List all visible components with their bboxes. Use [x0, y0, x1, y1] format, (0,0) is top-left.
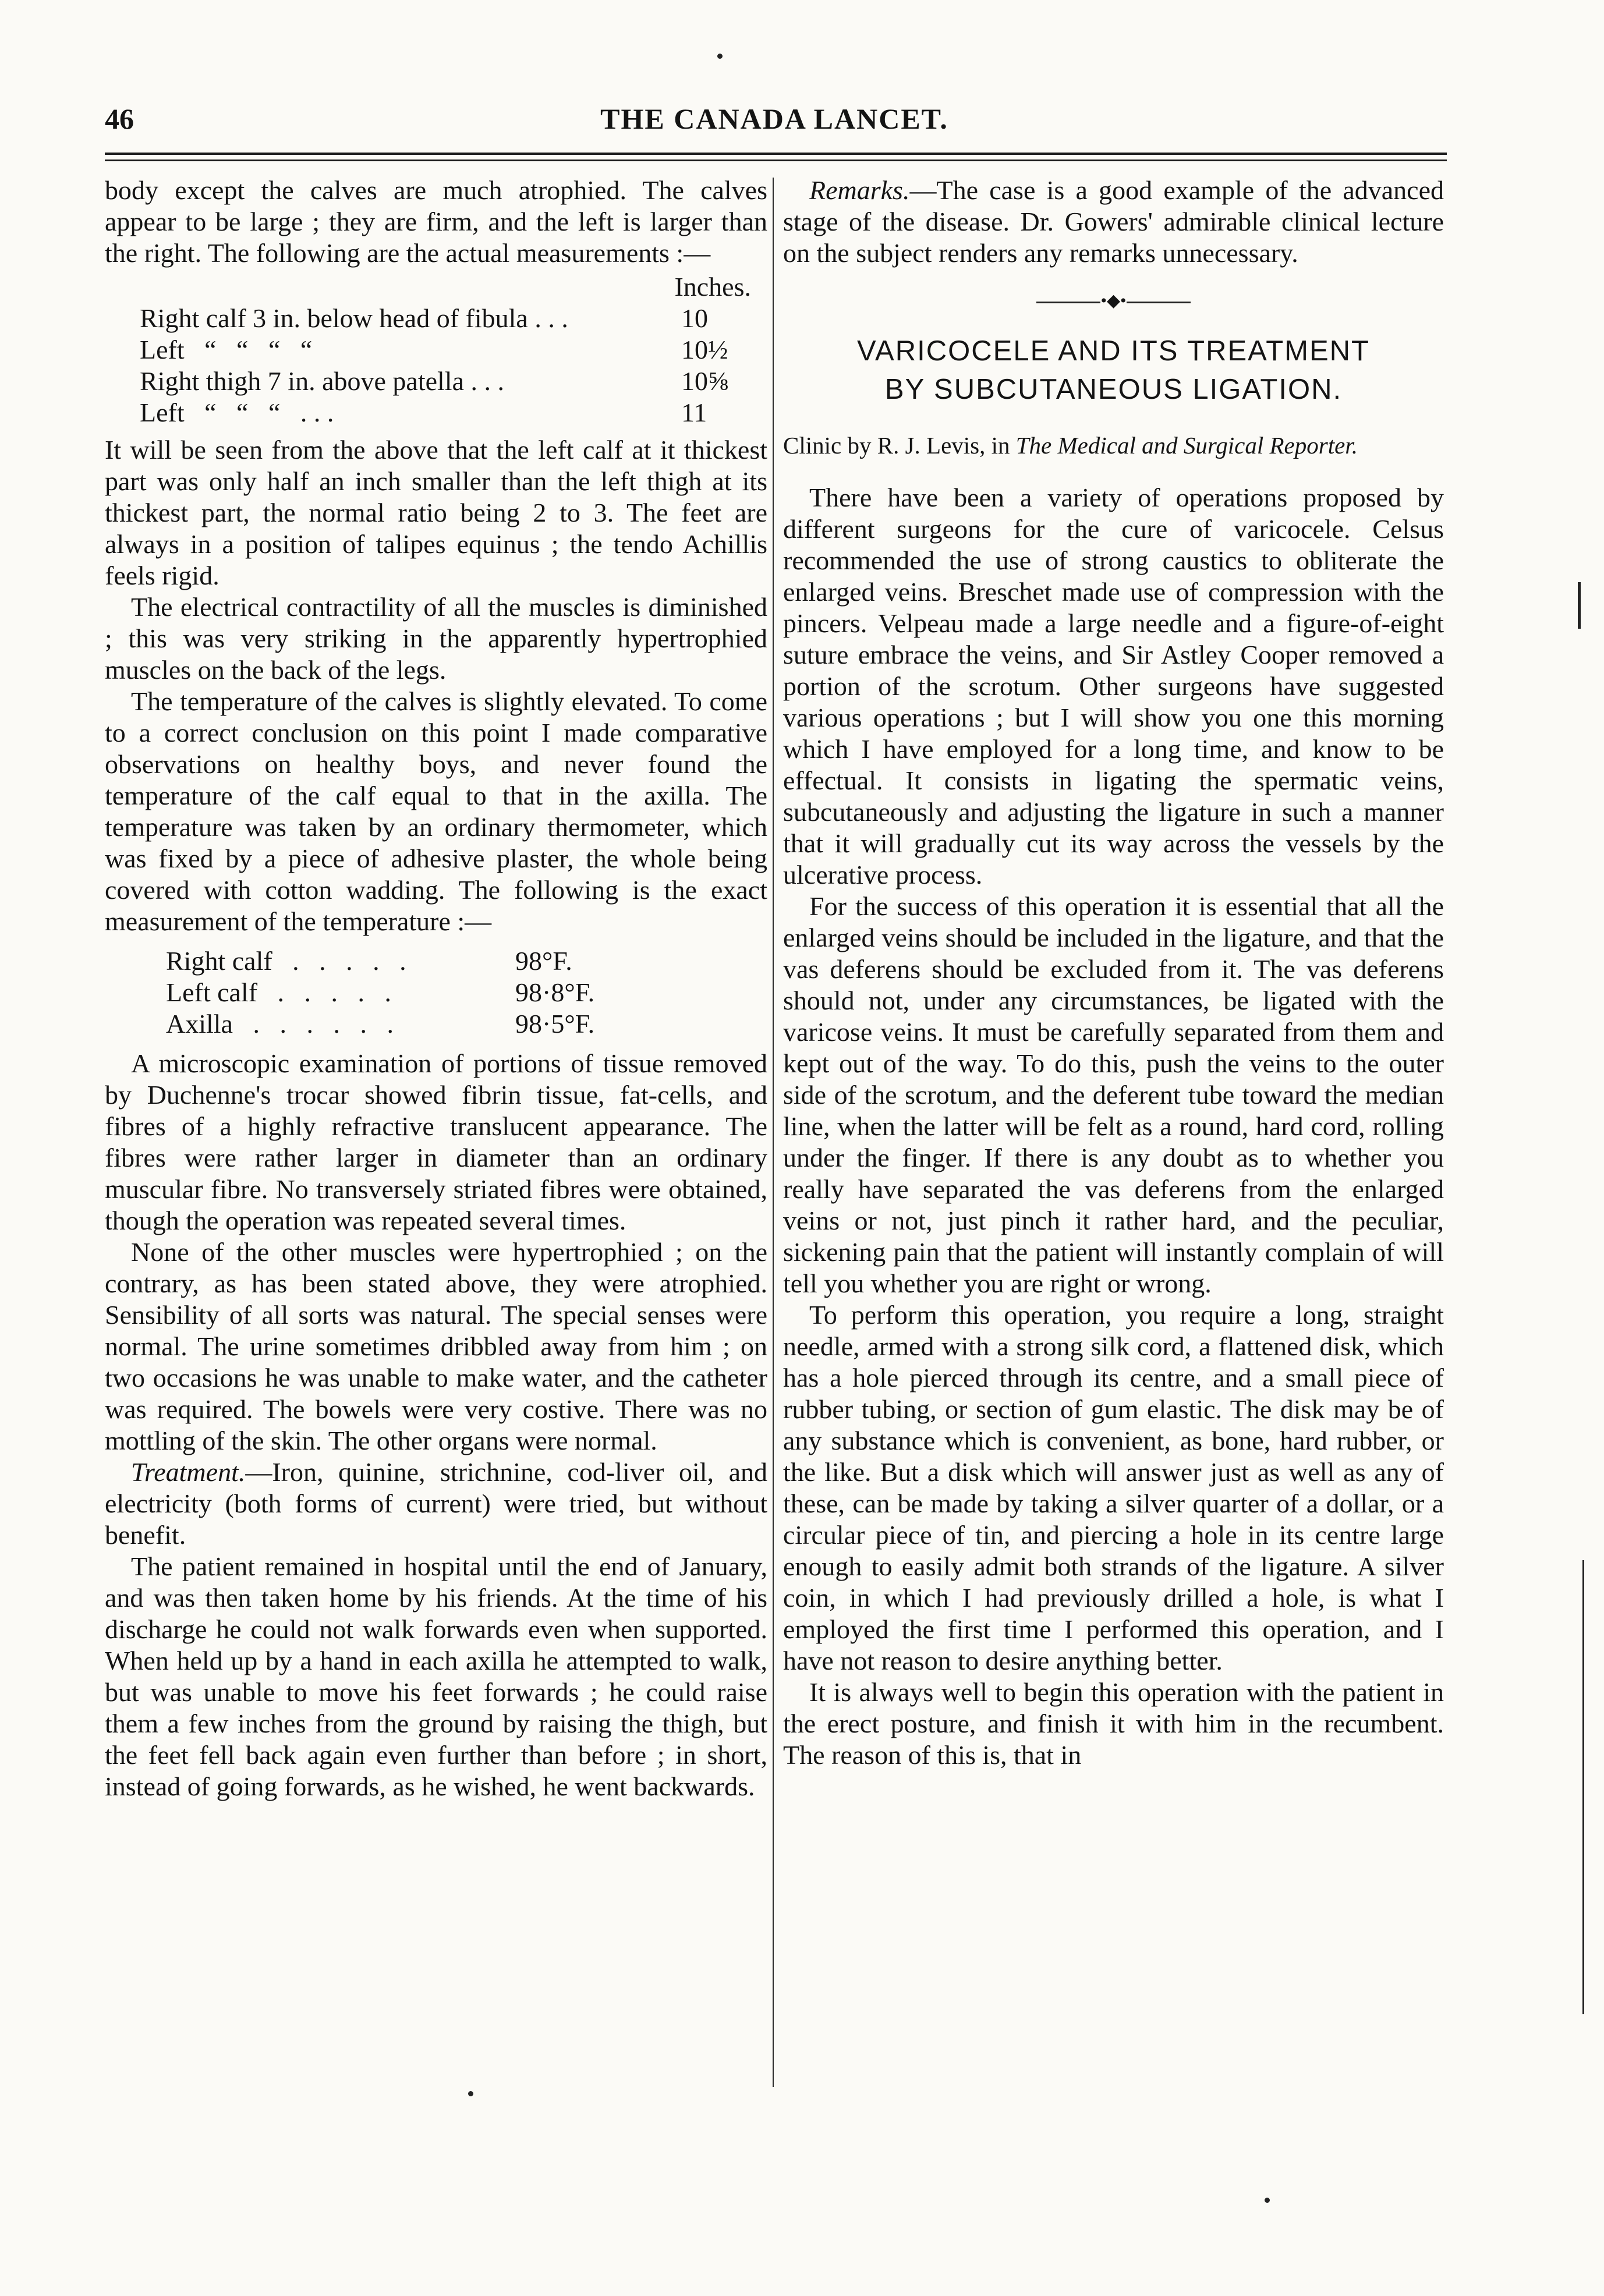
paragraph: A microscopic examination of portions of tissue removed by Duchenne's trocar showed fibrin tissue, fat-cells, and fibres of a highly refractive translucent appearance. The fibres were rather larger in diameter than an ordinary muscular fibre. No transversely striated fibres were obtained, though the operation was repeated several times.	[105, 1048, 767, 1235]
table-row	[166, 1008, 690, 1040]
measurement-label: Right thigh 7 in. above patella . . .	[140, 366, 505, 396]
table-row	[140, 366, 751, 397]
measurement-label: Left “ “ “ . . .	[140, 398, 334, 427]
article-title-line: BY SUBCUTANEOUS LIGATION.	[884, 374, 1343, 405]
measurements-table	[140, 271, 751, 428]
header-rule-top	[105, 153, 1447, 155]
paragraph: It is always well to begin this operation with the patient in the erect posture, and finish it with him in the recumbent. The reason of this is, that in	[783, 1677, 1444, 1770]
paragraph-text: —The case is a good example of the advanced stage of the disease. Dr. Gowers' admirable clinical lecture on the subject renders any remarks unnecessary.	[783, 175, 1444, 268]
temperature-value: 98°F.	[515, 946, 572, 976]
paragraph: None of the other muscles were hypertrophied ; on the contrary, as has been stated above, they were atrophied. Sensibility of all sorts was natural. The special senses were normal. The urine sometimes dribbled away from him ; on two occasions he was unable to make water, and the catheter was required. The bowels were very costive. There was no mottling of the skin. The other organs were normal.	[105, 1237, 767, 1455]
table-row	[140, 334, 751, 366]
measurement-value: 10	[681, 303, 708, 333]
temperature-label: Axilla . . . . . .	[166, 1009, 394, 1039]
paragraph: The patient remained in hospital until the end of January, and was then taken home by his friends. At the time of his discharge he could not walk forwards even when supported. When held up by a hand in each axilla he attempted to walk, but was unable to move his feet forwards ; he could raise them a few inches from the ground by raising the thigh, but the feet fell back again even further than before ; in short, instead of going forwards, as he wished, he went backwards.	[105, 1551, 767, 1801]
measurement-label: Right calf 3 in. below head of fibula . . .	[140, 303, 568, 333]
temperature-label: Left calf . . . . .	[166, 977, 392, 1007]
speck	[1265, 2198, 1270, 2203]
paragraph: body except the calves are much atrophied. The calves appear to be large ; they are firm, and the left is larger than the right. The following are the actual measurements :—	[105, 175, 767, 268]
right-column	[783, 175, 1444, 1771]
paragraph	[783, 175, 1444, 269]
paragraph: The electrical contractility of all the muscles is diminished ; this was very striking in the apparently hypertrophied muscles on the back of the legs.	[105, 592, 767, 685]
column-divider	[773, 178, 774, 2087]
journal-title: THE CANADA LANCET.	[600, 102, 948, 135]
measurement-value: 11	[681, 398, 707, 427]
temperature-value: 98·8°F.	[515, 977, 595, 1007]
table-row	[166, 945, 690, 977]
article-title-line: VARICOCELE AND ITS TREATMENT	[857, 335, 1370, 367]
article-title	[783, 332, 1444, 409]
section-ornament: •◆•	[783, 285, 1444, 317]
temperature-label: Right calf . . . . .	[166, 946, 406, 976]
measurement-value: 10⅝	[681, 366, 728, 396]
paragraph: For the success of this operation it is essential that all the enlarged veins should be included in the ligature, and that the vas deferens should be excluded from it. The vas deferens should not, under any circumstances, be ligated with the varicose veins. It must be carefully separated from them and kept out of the way. To do this, push the veins to the outer side of the scrotum, and the deferent tube toward the median line, when the latter will be felt as a round, hard cord, rolling under the finger. If there is any doubt as to whether you really have separated the vas deferens from the enlarged veins or not, just pinch it rather hard, and the peculiar, sickening pain that the patient will instantly complain of will tell you whether you are right or wrong.	[783, 891, 1444, 1298]
byline-prefix: Clinic by R. J. Levis, in	[783, 432, 1016, 459]
speck	[717, 54, 723, 59]
temperature-table	[166, 945, 690, 1040]
paragraph: There have been a variety of operations proposed by different surgeons for the cure of varicocele. Celsus recommended the use of strong caustics to obliterate the enlarged veins. Breschet made use of compression with the pincers. Velpeau made a large needle and a figure-of-eight suture embrace the veins, and Sir Astley Cooper removed a portion of the scrotum. Other surgeons have suggested various operations ; but I will show you one this morning which I have employed for a long time, and know to be effectual. It consists in ligating the spermatic veins, subcutaneously and adjusting the ligature in such a manner that it will gradually cut its way across the vessels by the ulcerative process.	[783, 483, 1444, 890]
header-rule-bottom	[105, 160, 1447, 161]
section-label: Remarks.	[809, 175, 910, 205]
margin-mark	[1582, 1560, 1584, 2014]
paragraph: The temperature of the calves is slightly elevated. To come to a correct conclusion on this point I made comparative observations on healthy boys, and never found the temperature of the calf equal to that in the axilla. The temperature was taken by an ordinary thermometer, which was fixed by a piece of adhesive plaster, the whole being covered with cotton wadding. The following is the exact measurement of the temperature :—	[105, 686, 767, 936]
speck	[468, 2091, 473, 2096]
table-row	[166, 977, 690, 1008]
paragraph	[105, 1457, 767, 1551]
paragraph: To perform this operation, you require a long, straight needle, armed with a strong silk cord, a flattened disk, which has a hole pierced through its centre, and a small piece of rubber tubing, or section of gum elastic. The disk may be of any substance which is convenient, as bone, hard rubber, or the like. But a disk which will answer just as well as any of these, can be made by taking a silver quarter of a dollar, or a circular piece of tin, and piercing a hole in its centre large enough to easily admit both strands of the ligature. A silver coin, in which I had previously drilled a hole, is what I employed the first time I performed this operation, and I have not reason to desire anything better.	[783, 1300, 1444, 1675]
page-number: 46	[105, 102, 134, 135]
left-column	[105, 175, 767, 1802]
measurement-value: 10½	[681, 335, 728, 364]
section-label: Treatment.	[131, 1457, 246, 1487]
measurement-label: Left “ “ “ “	[140, 335, 313, 364]
temperature-value: 98·5°F.	[515, 1009, 595, 1039]
paragraph-text: —Iron, quinine, strichnine, cod-liver oil, and electricity (both forms of current) were tried, but without benefit.	[105, 1457, 767, 1550]
table-row	[140, 303, 751, 334]
table-row	[140, 397, 751, 428]
margin-mark	[1578, 582, 1581, 629]
byline	[783, 430, 1444, 461]
measurements-heading: Inches.	[674, 272, 751, 302]
paragraph: It will be seen from the above that the left calf at it thickest part was only half an inch smaller than the left thigh at its thickest part, the normal ratio being 2 to 3. The feet are always in a position of talipes equinus ; the tendo Achillis feels rigid.	[105, 435, 767, 590]
running-header	[105, 102, 1444, 148]
byline-source: The Medical and Surgical Reporter.	[1015, 432, 1358, 459]
